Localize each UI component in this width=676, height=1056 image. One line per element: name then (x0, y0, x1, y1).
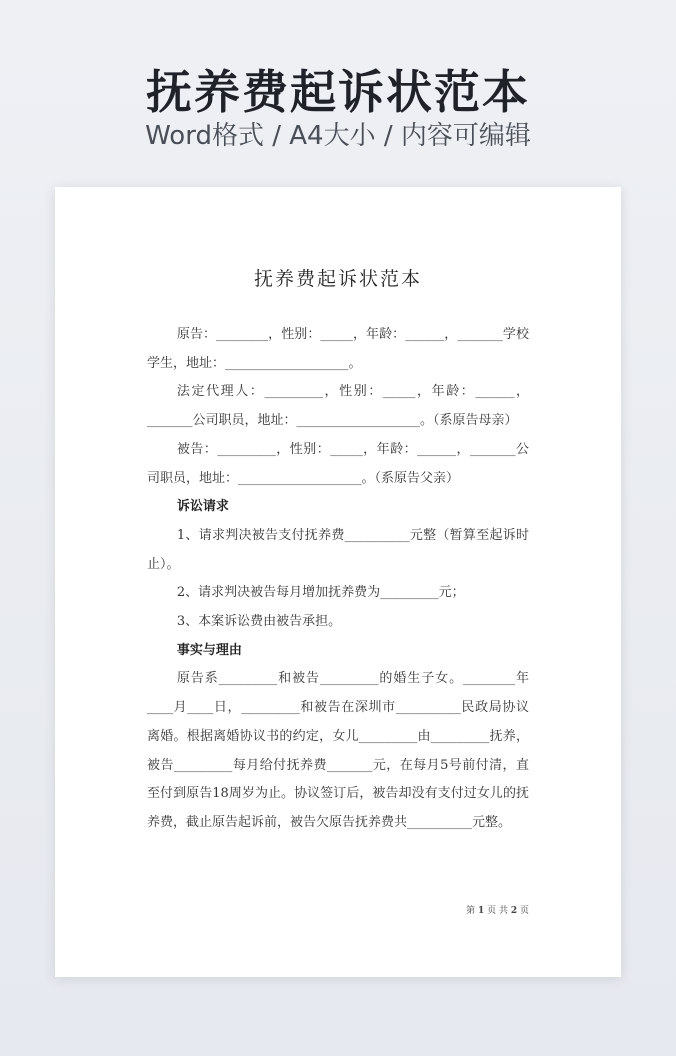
defendant-paragraph: 被告：_________，性别：_____，年龄：______，_______公司职员，地址：___________________。（系原告父亲） (147, 441, 529, 486)
plaintiff-paragraph: 原告：________，性别：_____，年龄：______，_______学校学生，地址：___________________。 (147, 327, 529, 371)
banner-title: 抚养费起诉状范本 (146, 65, 530, 119)
document-page (55, 187, 621, 977)
claim-item-2: 2、请求判决被告每月增加抚养费为_________元； (176, 585, 465, 601)
facts-heading: 事实与理由 (176, 642, 242, 658)
legal-representative-paragraph: 法定代理人：_________，性别：_____，年龄：______，_______公司职员，地址：___________________。（系原告母亲） (147, 384, 529, 429)
page-number-current: 1 (477, 906, 485, 916)
page-number-prefix: 第 (466, 906, 476, 916)
claim-item-3: 3、本案诉讼费由被告承担。 (176, 614, 342, 630)
document-body (147, 321, 529, 838)
document-title: 抚养费起诉状范本 (253, 268, 422, 290)
page-number-suffix: 页 (519, 906, 529, 916)
page-number (466, 903, 529, 916)
claim-item-1: 1、请求判决被告支付抚养费__________元整（暂算至起诉时止）。 (147, 527, 529, 572)
page-number-total: 2 (510, 906, 518, 916)
banner-subtitle: Word格式 / A4大小 / 内容可编辑 (145, 121, 531, 151)
facts-paragraph: 原告系_________和被告_________的婚生子女。________年____月____日，_________和被告在深圳市__________民政局协议离婚。根据离婚协议书的约定，女儿_________由_________抚养，被告_________每月给付抚养费_______元，在每月5号前付清，直至付到原告18周岁为止。协议签订后，被告却没有支付过女儿的抚养费，截止原告起诉前，被告欠原告抚养费共__________元整。 (147, 671, 529, 830)
page-number-middle: 页 共 (487, 906, 508, 916)
claims-heading: 诉讼请求 (176, 499, 229, 515)
